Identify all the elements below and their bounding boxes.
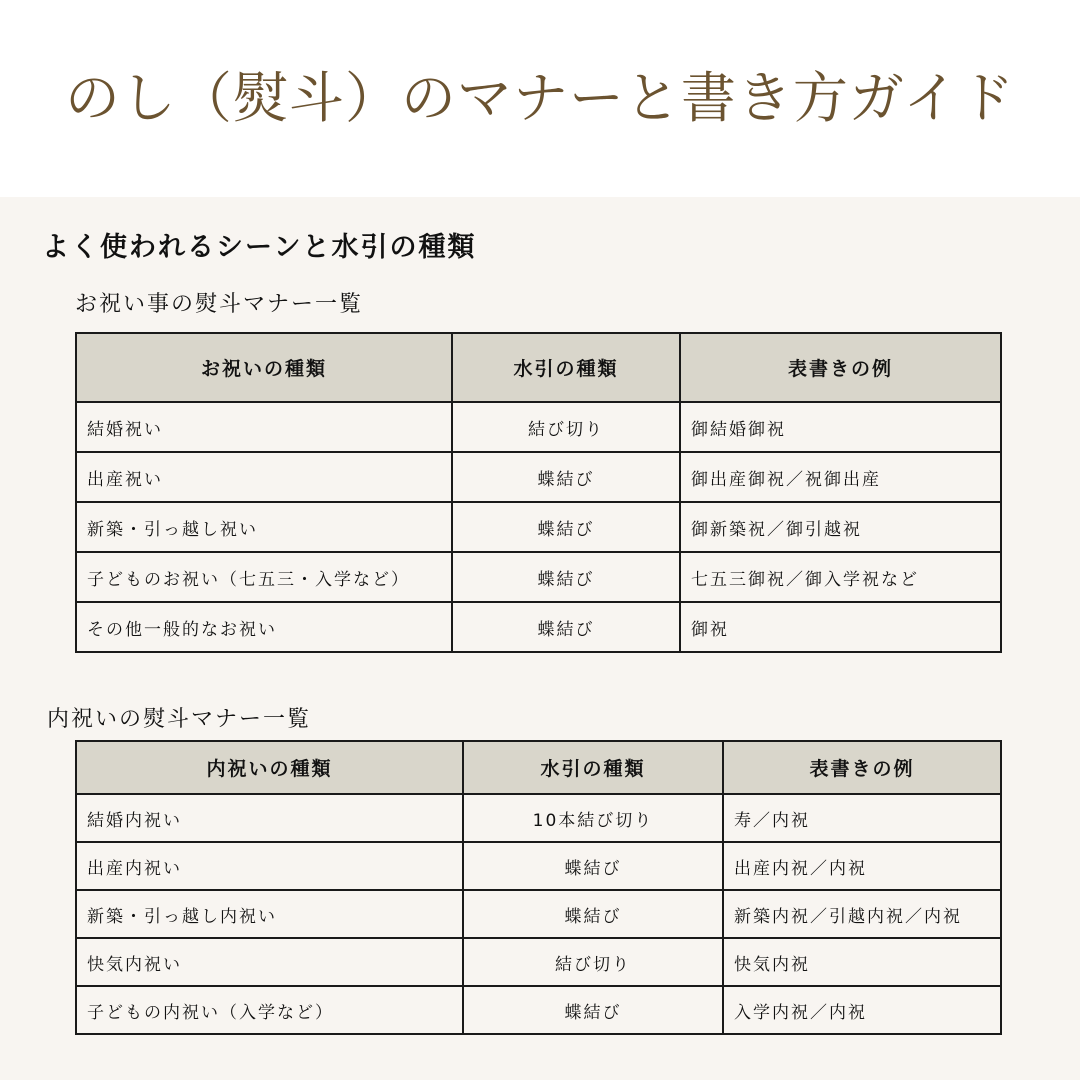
table-row (76, 890, 1001, 938)
mizuhiki-cell: 結び切り (463, 938, 723, 986)
celebration-manner-table (75, 332, 1002, 653)
occasion-cell: 新築・引っ越し祝い (76, 502, 452, 552)
table-header-row (76, 333, 1001, 402)
column-header-omotegaki: 表書きの例 (723, 741, 1001, 794)
mizuhiki-cell: 蝶結び (463, 842, 723, 890)
occasion-cell: その他一般的なお祝い (76, 602, 452, 652)
return-gift-manner-table (75, 740, 1002, 1035)
omotegaki-cell: 快気内祝 (723, 938, 1001, 986)
page-title: のし（熨斗）のマナーと書き方ガイド (64, 66, 1016, 130)
mizuhiki-cell: 蝶結び (452, 502, 680, 552)
return-gift-table-caption: 内祝いの熨斗マナー一覧 (47, 707, 312, 732)
occasion-cell: 新築・引っ越し内祝い (76, 890, 463, 938)
table-row (76, 402, 1001, 452)
column-header-occasion: お祝いの種類 (76, 333, 452, 402)
celebration-table-caption: お祝い事の熨斗マナー一覧 (75, 292, 364, 317)
column-header-omotegaki: 表書きの例 (680, 333, 1001, 402)
occasion-cell: 子どものお祝い（七五三・入学など） (76, 552, 452, 602)
omotegaki-cell: 新築内祝／引越内祝／内祝 (723, 890, 1001, 938)
occasion-cell: 快気内祝い (76, 938, 463, 986)
table-row (76, 986, 1001, 1034)
mizuhiki-cell: 蝶結び (463, 986, 723, 1034)
occasion-cell: 子どもの内祝い（入学など） (76, 986, 463, 1034)
omotegaki-cell: 出産内祝／内祝 (723, 842, 1001, 890)
omotegaki-cell: 入学内祝／内祝 (723, 986, 1001, 1034)
table-row (76, 794, 1001, 842)
table-row (76, 502, 1001, 552)
omotegaki-cell: 七五三御祝／御入学祝など (680, 552, 1001, 602)
table-row (76, 938, 1001, 986)
omotegaki-cell: 御出産御祝／祝御出産 (680, 452, 1001, 502)
table-row (76, 552, 1001, 602)
occasion-cell: 結婚祝い (76, 402, 452, 452)
title-banner (0, 0, 1080, 197)
section-heading: よく使われるシーンと水引の種類 (42, 232, 477, 263)
mizuhiki-cell: 蝶結び (463, 890, 723, 938)
mizuhiki-cell: 10本結び切り (463, 794, 723, 842)
column-header-mizuhiki: 水引の種類 (452, 333, 680, 402)
table-header-row (76, 741, 1001, 794)
occasion-cell: 出産祝い (76, 452, 452, 502)
mizuhiki-cell: 蝶結び (452, 602, 680, 652)
occasion-cell: 結婚内祝い (76, 794, 463, 842)
table-row (76, 842, 1001, 890)
omotegaki-cell: 御結婚御祝 (680, 402, 1001, 452)
omotegaki-cell: 御新築祝／御引越祝 (680, 502, 1001, 552)
column-header-mizuhiki: 水引の種類 (463, 741, 723, 794)
mizuhiki-cell: 結び切り (452, 402, 680, 452)
occasion-cell: 出産内祝い (76, 842, 463, 890)
table-row (76, 452, 1001, 502)
omotegaki-cell: 寿／内祝 (723, 794, 1001, 842)
table-row (76, 602, 1001, 652)
mizuhiki-cell: 蝶結び (452, 452, 680, 502)
omotegaki-cell: 御祝 (680, 602, 1001, 652)
column-header-occasion: 内祝いの種類 (76, 741, 463, 794)
mizuhiki-cell: 蝶結び (452, 552, 680, 602)
